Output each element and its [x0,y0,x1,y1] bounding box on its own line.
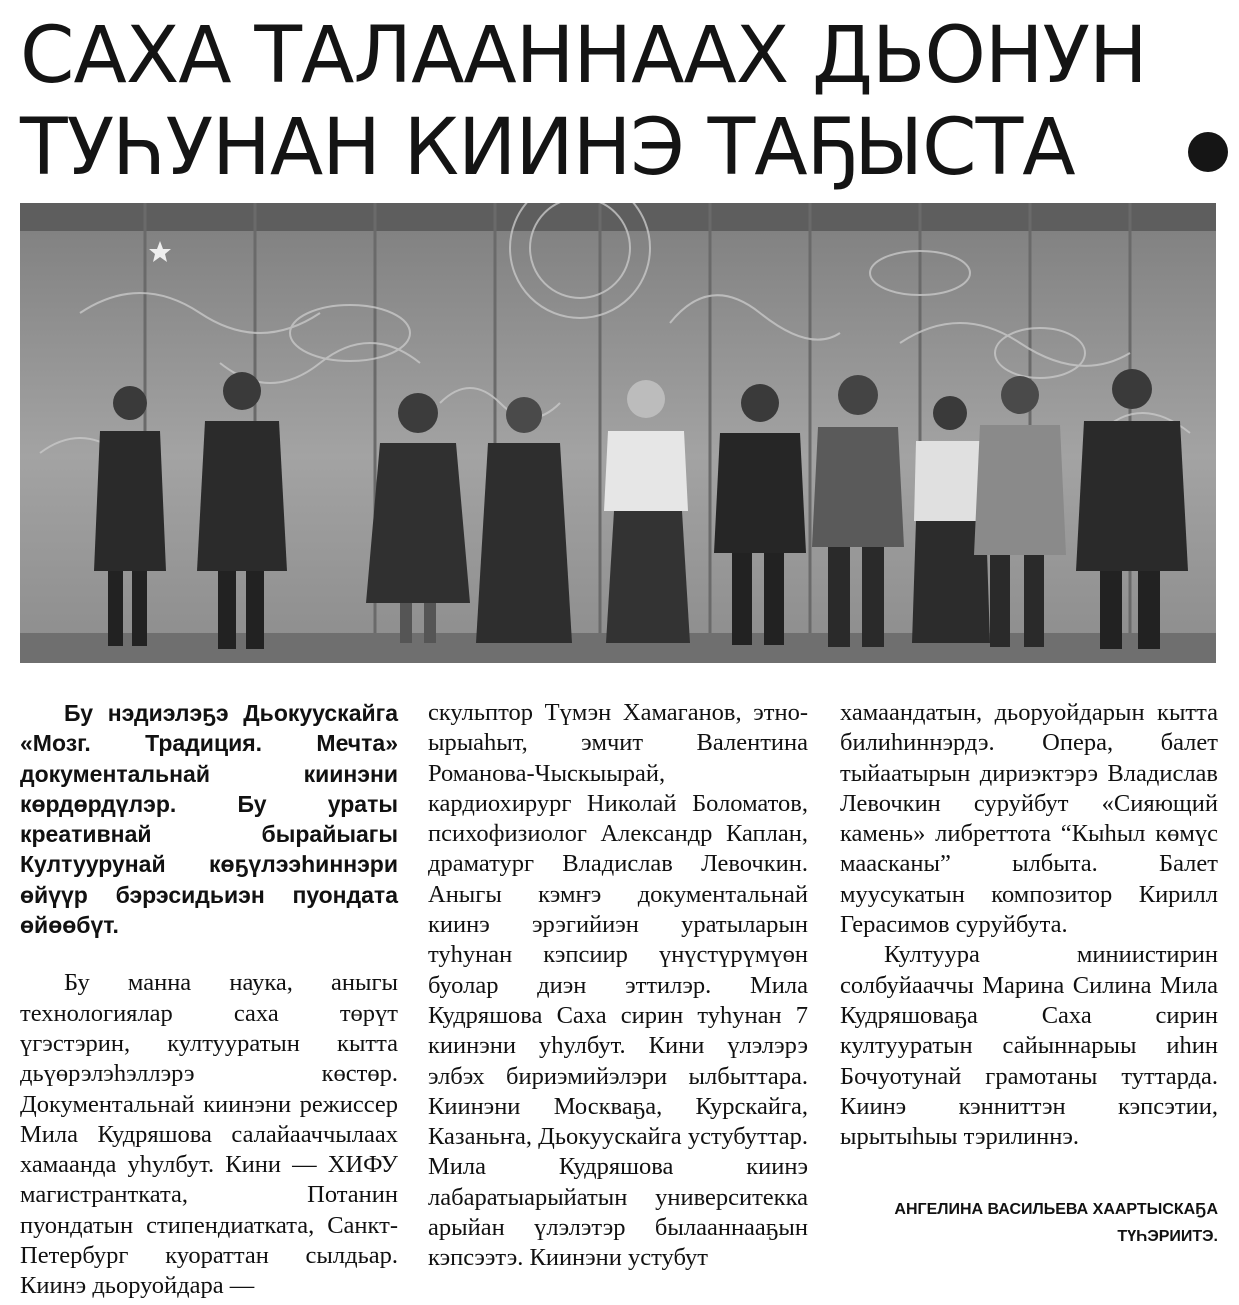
stage-group-photo [20,203,1216,663]
byline-role: ТҮҺЭРИИТЭ. [1117,1228,1218,1245]
headline-line-2: ТУҺУНАН КИИНЭ ТАҔЫСТА [20,103,1075,193]
column-2 [428,698,808,1274]
photo-credit [840,1196,1218,1250]
ink-blot [1188,132,1228,172]
body-paragraph-1: Бу манна наука, аныгы технологиялар саха төрүт үгэстэрин, култууратын кытта дьүөрэлэһэллэрэ көстөр. Документальнай киинэни режиссер Мила Кудряшова салайааччылаах хамаанда уһулбут. Кини — ХИФУ магистрантката, Потанин пуондатын стипендиатката, Санкт-Петербург куораттан сылдьар. Киинэ дьоруойдара — [20,969,398,1300]
body-paragraph-3: хамаандатын, дьоруойдарын кытта билиһиннэрдэ. Опера, балет тыйаатырын дириэктэрэ Владислав Левочкин суруйбут «Сияющий камень» либреттота “Кыһыл көмүс маасканы” ылбыта. Балет муусукатын композитор Кирилл Герасимов суруйбута. [840,699,1218,939]
byline-name: АНГЕЛИНА ВАСИЛЬЕВА ХААРТЫСКАҔА [894,1201,1218,1218]
lead-paragraph: Бу нэдиэлэҕэ Дьокуускайга «Мозг. Традиция. Мечта» документальнай киинэни көрдөрдүлэр. Бу ураты креативнай бырайыагы Култуурунай көҕүлээһиннэри өйүүр бэрэсидьиэн пуондата өйөөбүт. [20,700,398,939]
body-paragraph-4: Култуура миниистирин солбуйааччы Марина Силина Мила Кудряшоваҕа Саха сирин култууратын сайыннарыы иһин Бочуотунай грамотаны туттарда. Киинэ кэнниттэн кэпсэтии, ырытыһыы тэрилиннэ. [840,941,1218,1151]
column-1 [20,698,398,1302]
headline [20,10,1220,194]
headline-line-1: САХА ТАЛААННААХ ДЬОНУН [20,11,1147,101]
column-3 [840,698,1218,1152]
body-paragraph-2: скульптор Түмэн Хамаганов, этно-ырыаһыт, эмчит Валентина Романова-Чыскыырай, кардиохирург Николай Боломатов, психофизиолог Александр Каплан, драматург Владислав Левочкин. Аныгы кэмҥэ документальнай киинэ эрэгийиэн уратыларын туһунан кэпсиир үнүстүрүмүөн буолар диэн эттилэр. Мила Кудряшова Саха сирин туһунан 7 киинэни уһулбут. Кини үлэлэрэ элбэх бириэмийэлэри ылбыттара. Киинэни Москваҕа, Курскайга, Казаньҥа, Дьокуускайга устубуттар. Мила Кудряшова киинэ лабаратыарыйатын университекка арыйан үлэлэтэр былааннааҕын кэпсээтэ. Киинэни устубут [428,699,808,1272]
photo-illustration [20,203,1216,663]
